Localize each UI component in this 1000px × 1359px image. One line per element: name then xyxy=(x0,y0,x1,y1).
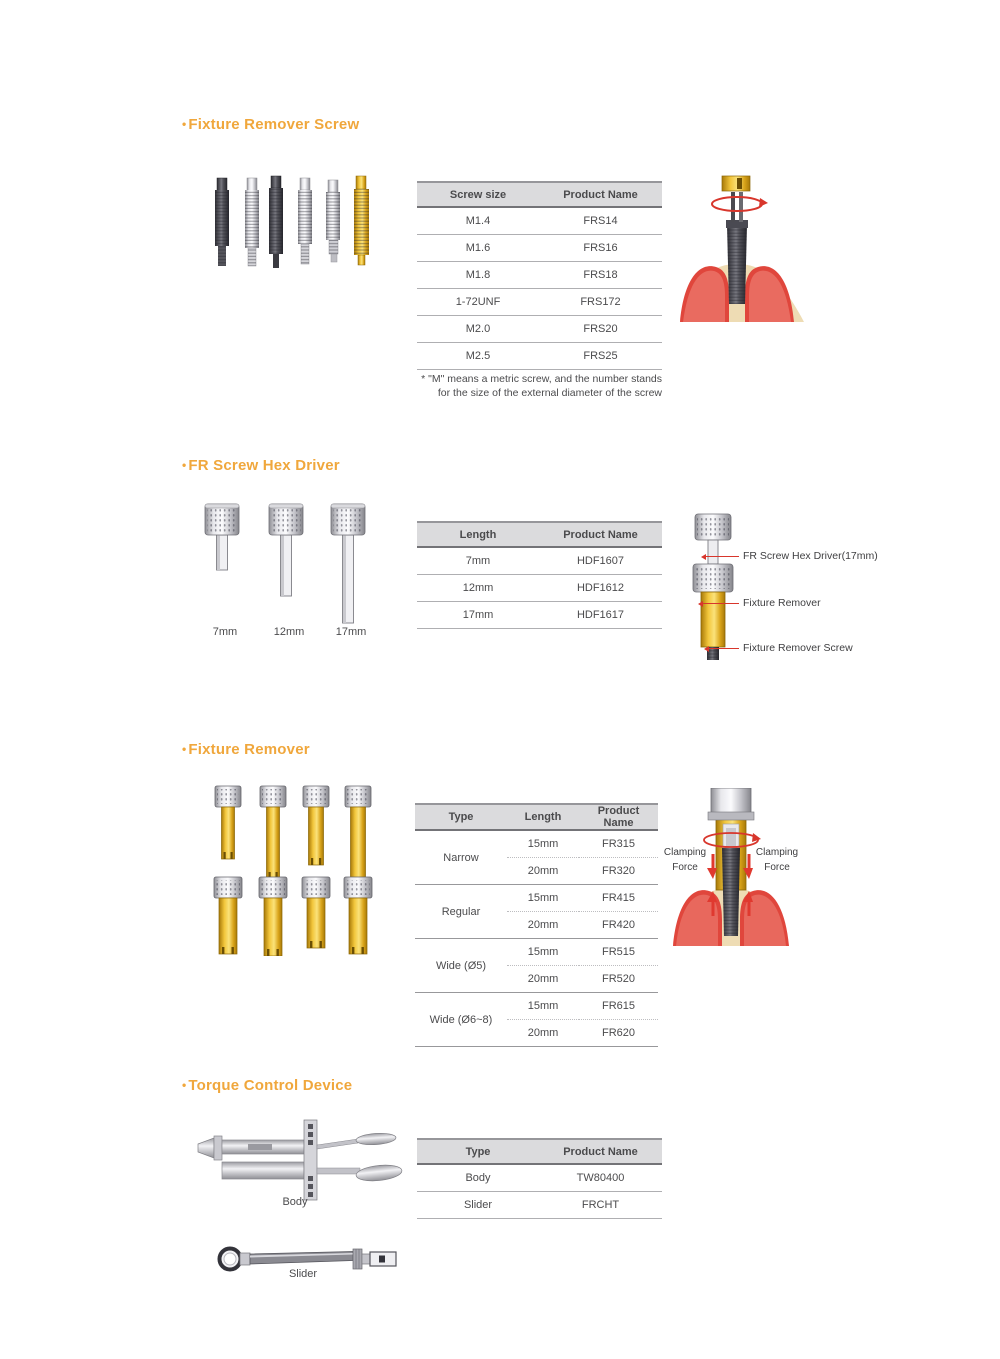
section-title-text: Torque Control Device xyxy=(188,1077,353,1094)
fixture-remover-table xyxy=(415,803,658,1047)
table-row xyxy=(415,885,658,912)
col-header-product-name: Product Name xyxy=(539,1139,662,1164)
cell-length: 15mm xyxy=(527,1000,559,1012)
cell-name: FRCHT xyxy=(539,1192,662,1219)
gold-driver-cap xyxy=(722,176,750,191)
callout-line xyxy=(703,603,739,604)
section-title-fr-screw-hex-driver xyxy=(182,457,340,474)
remover-narrow-15 xyxy=(215,786,241,859)
cell-name: FRS20 xyxy=(539,316,662,343)
bullet-icon: • xyxy=(182,742,187,756)
table-row xyxy=(415,830,658,858)
assembly-remover-head xyxy=(693,564,733,592)
cell-name: FR620 xyxy=(579,1020,658,1047)
table-row xyxy=(417,343,662,370)
callout-fixture-remover: Fixture Remover xyxy=(743,597,821,609)
torque-device-body-illustration xyxy=(190,1118,405,1203)
slider-shaft xyxy=(250,1252,353,1265)
cell-size: M1.6 xyxy=(417,235,539,262)
table-group-wide5 xyxy=(415,939,658,993)
col-header-product-name: Product Name xyxy=(539,182,662,207)
cell-name: FR515 xyxy=(601,946,636,958)
fixture-remover-screws-illustration xyxy=(203,172,378,277)
cell-length: 15mm xyxy=(527,946,559,958)
clamping-force-label-left: Clamping Force xyxy=(663,847,707,873)
cell-type: Narrow xyxy=(443,851,479,864)
hex-driver-7mm xyxy=(205,504,239,570)
callout-fixture-remover-screw: Fixture Remover Screw xyxy=(743,642,853,654)
table-row xyxy=(417,207,662,235)
cell-length: 20mm xyxy=(507,912,579,939)
remover-wide5-15 xyxy=(214,877,242,954)
fixture-removers-illustration xyxy=(206,782,376,956)
cell-length: 20mm xyxy=(507,858,579,885)
barrel-bottom xyxy=(222,1162,304,1179)
section-title-text: Fixture Remover Screw xyxy=(188,116,360,133)
cell-size: M1.4 xyxy=(417,207,539,235)
cell-name: TW80400 xyxy=(539,1164,662,1192)
cell-size: M2.0 xyxy=(417,316,539,343)
assembly-driver-shaft xyxy=(708,540,718,564)
cell-type: Slider xyxy=(417,1192,539,1219)
fixture-remover-screw-table xyxy=(417,181,662,370)
cell-size: M1.8 xyxy=(417,262,539,289)
implant-shape xyxy=(726,220,748,304)
cell-name: FR615 xyxy=(601,1000,636,1012)
driver-length-label: 12mm xyxy=(273,626,305,638)
slider-image-label: Slider xyxy=(288,1268,318,1280)
col-header-screw-size: Screw size xyxy=(417,182,539,207)
footnote-line-2: for the size of the external diameter of the screw xyxy=(437,387,662,399)
assembly-driver-head xyxy=(695,514,731,540)
cell-name: FRS25 xyxy=(539,343,662,370)
table-row xyxy=(417,235,662,262)
cell-size: 1-72UNF xyxy=(417,289,539,316)
screw-silver-1 xyxy=(245,178,259,266)
cell-type: Body xyxy=(417,1164,539,1192)
screw-dark-2 xyxy=(269,176,283,268)
hex-driver-12mm xyxy=(269,504,303,596)
handle-rod-top xyxy=(317,1139,358,1149)
callout-line xyxy=(706,556,739,557)
remover-wide68-15 xyxy=(302,877,330,948)
body-image-label: Body xyxy=(282,1196,308,1208)
table-row xyxy=(417,602,662,629)
table-row xyxy=(417,1164,662,1192)
table-row xyxy=(417,1192,662,1219)
table-group-wide68 xyxy=(415,993,658,1047)
slider-nut xyxy=(353,1249,362,1269)
cell-length: 20mm xyxy=(507,1020,579,1047)
section-title-text: Fixture Remover xyxy=(188,741,310,758)
driver-length-label: 7mm xyxy=(212,626,238,638)
section-title-fixture-remover-screw xyxy=(182,116,359,133)
cell-length: 15mm xyxy=(527,838,559,850)
cell-type: Wide (Ø5) xyxy=(435,959,487,972)
bullet-icon: • xyxy=(182,117,187,131)
torque-device-table xyxy=(417,1138,662,1219)
driver-length-label: 17mm xyxy=(335,626,367,638)
screw-silver-3 xyxy=(326,180,340,262)
driver-head-top xyxy=(708,788,754,820)
handle-spoon-bottom xyxy=(355,1163,402,1183)
table-row xyxy=(417,316,662,343)
hex-driver-17mm xyxy=(331,504,365,623)
screw-gold xyxy=(354,176,369,265)
col-header-type: Type xyxy=(417,1139,539,1164)
assembly-remover-body xyxy=(701,592,725,647)
col-header-product-name: Product Name xyxy=(579,804,658,830)
table-row xyxy=(417,289,662,316)
table-footnote xyxy=(398,372,662,400)
cell-name: HDF1617 xyxy=(539,602,662,629)
remover-wide68-20 xyxy=(344,877,372,954)
callout-hex-driver: FR Screw Hex Driver(17mm) xyxy=(743,550,878,562)
cell-name: FR415 xyxy=(601,892,636,904)
table-group-narrow xyxy=(415,830,658,885)
clamping-force-label-right: Clamping Force xyxy=(755,847,799,873)
cell-length: 7mm xyxy=(417,547,539,575)
cell-name: HDF1612 xyxy=(539,575,662,602)
hex-driver-table xyxy=(417,521,662,629)
cell-length: 20mm xyxy=(507,966,579,993)
remover-narrow-20 xyxy=(260,786,286,879)
slider-end-fitting xyxy=(370,1252,396,1266)
callout-line xyxy=(709,648,739,649)
cell-length: 12mm xyxy=(417,575,539,602)
cell-type: Wide (Ø6~8) xyxy=(429,1013,493,1026)
remover-wide5-20 xyxy=(259,877,287,956)
section-title-torque-control-device xyxy=(182,1077,352,1094)
cell-name: FR315 xyxy=(601,838,636,850)
cell-length: 17mm xyxy=(417,602,539,629)
implant-rotation-illustration xyxy=(680,168,810,322)
table-row xyxy=(415,993,658,1020)
table-row xyxy=(417,547,662,575)
section-title-text: FR Screw Hex Driver xyxy=(188,457,340,474)
bullet-icon: • xyxy=(182,1078,187,1092)
hex-drivers-illustration xyxy=(200,498,380,628)
cell-name: FRS172 xyxy=(539,289,662,316)
col-header-product-name: Product Name xyxy=(539,522,662,547)
driver-remover-assembly-illustration xyxy=(686,512,741,662)
handle-spoon-top xyxy=(356,1132,397,1146)
cell-name: FR520 xyxy=(579,966,658,993)
remover-regular-15 xyxy=(303,786,329,865)
section-title-fixture-remover xyxy=(182,741,310,758)
cell-size: M2.5 xyxy=(417,343,539,370)
footnote-line-1: * "M" means a metric screw, and the number stands xyxy=(421,373,662,385)
table-group-regular xyxy=(415,885,658,939)
col-header-length: Length xyxy=(417,522,539,547)
cell-length: 15mm xyxy=(527,892,559,904)
cell-name: FRS14 xyxy=(539,207,662,235)
bullet-icon: • xyxy=(182,458,187,472)
col-header-type: Type xyxy=(415,804,507,830)
cell-name: FRS18 xyxy=(539,262,662,289)
screw-dark-1 xyxy=(215,178,229,266)
remover-regular-20 xyxy=(345,786,371,889)
table-row xyxy=(417,262,662,289)
col-header-length: Length xyxy=(507,804,579,830)
table-row xyxy=(417,575,662,602)
cell-name: HDF1607 xyxy=(539,547,662,575)
table-row xyxy=(415,939,658,966)
implant-shape xyxy=(722,848,740,936)
cone-tip xyxy=(198,1138,214,1158)
cell-name: FRS16 xyxy=(539,235,662,262)
cell-name: FR420 xyxy=(579,912,658,939)
handle-rod-bottom xyxy=(317,1168,360,1174)
cell-name: FR320 xyxy=(579,858,658,885)
cell-type: Regular xyxy=(441,905,481,918)
screw-silver-2 xyxy=(298,178,312,264)
scale-bar xyxy=(304,1120,317,1200)
